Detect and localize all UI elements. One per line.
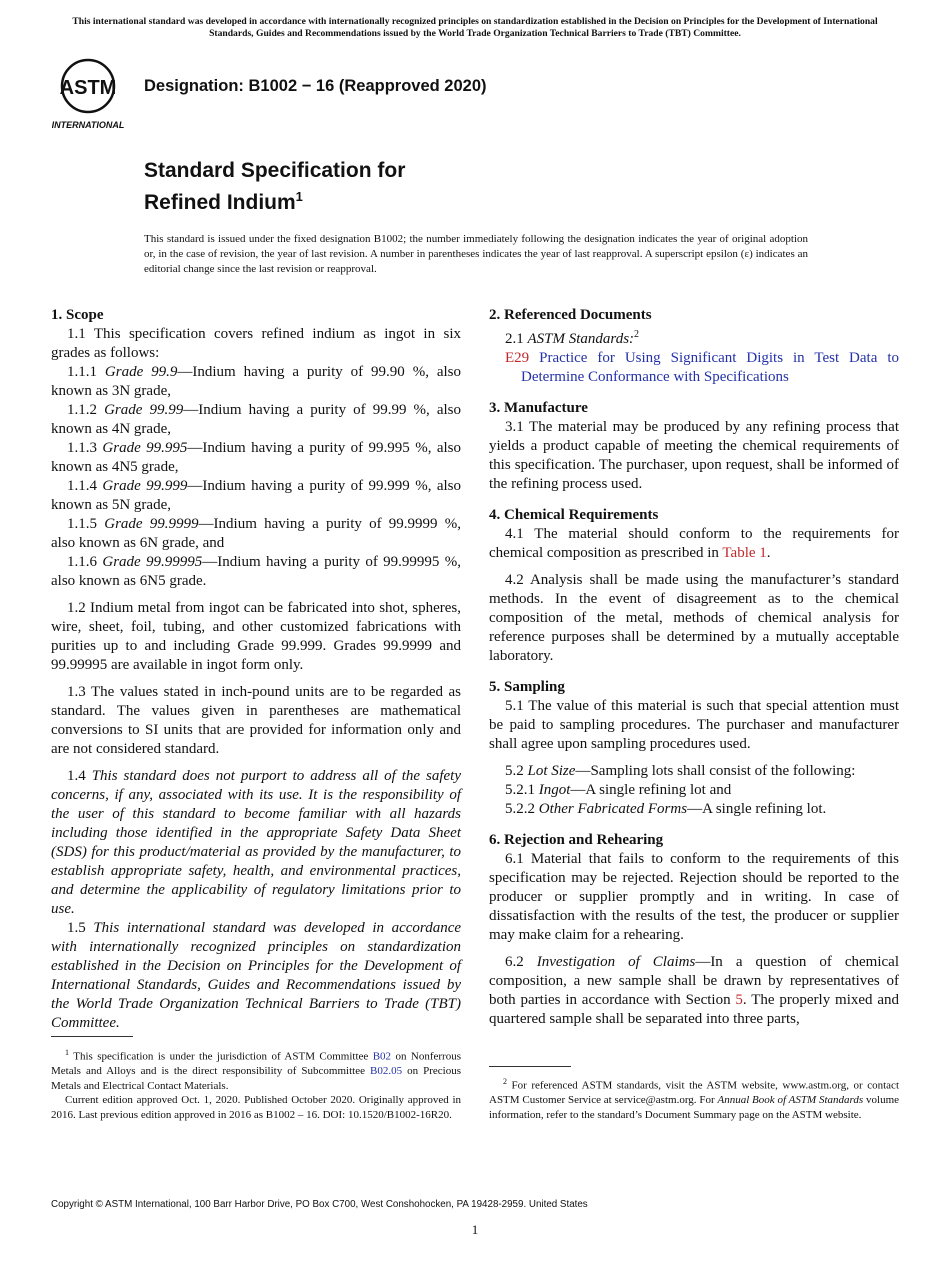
footnote-rule-right — [489, 1066, 571, 1067]
footnote-rule-left — [51, 1036, 133, 1037]
section-5-link[interactable]: 5 — [735, 992, 743, 1008]
para-6-1: 6.1 Material that fails to conform to the requirements of this specification may be rejected. Rejection should be reported to the producer or supplier promptly and in writing. In case of dissatisfaction with the results of the test, the producer or supplier may make claim for a rehearing. — [489, 851, 899, 943]
para-5-2-2: 5.2.2 Other Fabricated Forms—A single refining lot. — [505, 801, 827, 817]
rejection-heading: 6. Rejection and Rehearing — [489, 832, 664, 848]
table-1-link[interactable]: Table 1 — [722, 545, 767, 561]
grade-item: 1.1.6 Grade 99.99995—Indium having a purity of 99.99995 %, also known as 6N5 grade. — [51, 554, 462, 589]
sampling-heading: 5. Sampling — [489, 679, 565, 695]
para-6-2: 6.2 Investigation of Claims—In a question of chemical composition, a new sample shall be drawn by representatives of both parties in accordance with Section 5. The properly mixed and quartered sample shall be separated into three parts, — [489, 954, 900, 1027]
designation: Designation: B1002 − 16 (Reapproved 2020) — [144, 77, 487, 95]
manufacture-heading: 3. Manufacture — [489, 400, 588, 416]
title-line-1: Standard Specification for — [144, 159, 406, 182]
left-column — [51, 306, 461, 1033]
para-4-1: 4.1 The material should conform to the requirements for chemical composition as prescribed in Table 1. — [489, 526, 899, 561]
ref-e29-code[interactable]: E29 — [505, 350, 530, 366]
para-3-1: 3.1 The material may be produced by any refining process that yields a product capable of meeting the chemical requirements of this specification. The purchaser, upon request, shall be informed of the refining process used. — [489, 419, 899, 492]
b02-05-link[interactable]: B02.05 — [369, 1065, 403, 1078]
issuance-statement: This standard is issued under the fixed designation B1002; the number immediately following the designation indicates the year of original adoption or, in the case of revision, the year of last revision. A number in parentheses indicates the year of last reapproval. A superscript epsilon (ε) indicates an editorial change since the last revision or reapproval. — [144, 233, 808, 275]
grade-item: 1.1.4 Grade 99.999—Indium having a purity of 99.999 %, also known as 5N grade, — [51, 478, 462, 513]
para-2-1: 2.1 ASTM Standards:$^2$ — [505, 329, 640, 347]
right-column — [489, 306, 899, 1029]
para-5-2: 5.2 Lot Size—Sampling lots shall consist of the following: — [505, 763, 856, 779]
footnote-2: $^2$ For referenced ASTM standards, visit the ASTM website, www.astm.org, or contact ASTM Customer Service at service@astm.org. For Annual Book of ASTM Standards volume information, refer to the standard’s Document Summary page on the ASTM website. — [489, 1077, 900, 1121]
para-1-4: 1.4 This standard does not purport to address all of the safety concerns, if any, associated with its use. It is the responsibility of the user of this standard to become familiar with all hazards including those identified in the appropriate Safety Data Sheet (SDS) for this product/material as provided by the manufacturer, to establish appropriate safety, health, and environmental practices, and determine the applicability of regulatory limitations prior to use. — [51, 768, 462, 917]
chem-heading: 4. Chemical Requirements — [489, 507, 659, 523]
page-number: 1 — [471, 1222, 479, 1237]
ref-e29 — [489, 349, 899, 387]
para-1-2: 1.2 Indium metal from ingot can be fabricated into shot, spheres, wire, sheet, foil, tubing, and other customized fabrications with purities up to and including Grade 99.999. Grades 99.9999 and 99.99995 are available in ingot form only. — [51, 600, 461, 673]
scope-heading: 1. Scope — [51, 307, 104, 323]
top-notice: This international standard was developed in accordance with internationally recognized principles on standardization established in the Decision on Principles for the Development of International Standards, Guides and Recommendations issued by the World Trade Organization Technical Barriers to Trade (TBT) Committee. — [72, 16, 878, 39]
para-1-5: 1.5 This international standard was developed in accordance with internationally recognized principles on standardization established in the Decision on Principles for the Development of International Standards, Guides and Recommendations issued by the World Trade Organization Technical Barriers to Trade (TBT) Committee. — [51, 920, 462, 1031]
refdocs-heading: 2. Referenced Documents — [489, 307, 652, 323]
copyright: Copyright © ASTM International, 100 Barr Harbor Drive, PO Box C700, West Conshohocken, PA 19428-2959. United States — [51, 1199, 588, 1210]
para-1-3: 1.3 The values stated in inch-pound units are to be regarded as standard. The values given in parentheses are mathematical conversions to SI units that are provided for information only and are not considered standard. — [51, 684, 461, 757]
para-1-1: 1.1 This specification covers refined indium as ingot in six grades as follows: — [51, 326, 461, 361]
logo-text: ASTM — [59, 77, 117, 99]
footnote-1-edition: Current edition approved Oct. 1, 2020. Published October 2020. Originally approved in 2016. Last previous edition approved in 2016 as B1002 – 16. DOI: 10.1520/B1002-16R20. — [51, 1094, 461, 1121]
grade-item: 1.1.2 Grade 99.99—Indium having a purity of 99.99 %, also known as 4N grade, — [51, 402, 462, 437]
footnote-1: $^1$ This specification is under the jurisdiction of ASTM Committee B02 on Nonferrous Metals and Alloys and is the direct responsibility of Subcommittee B02.05 on Precious Metals and Electrical Contact Materials. Current edition approved Oct. 1, 2020. Published October 2020. Originally approved in 2016. Last previous edition approved in 2016 as B1002 – 16. DOI: 10.1520/B1002-16R20. — [51, 1048, 461, 1121]
astm-logo — [52, 58, 136, 132]
logo-subtext: INTERNATIONAL — [52, 120, 125, 130]
grade-item: 1.1.1 Grade 99.9—Indium having a purity of 99.90 %, also known as 3N grade, — [51, 364, 462, 399]
ref-e29-link[interactable]: Practice for Using Significant Digits in Test Data to Determine Conformance with Specifications — [521, 350, 899, 385]
grade-item: 1.1.3 Grade 99.995—Indium having a purity of 99.995 %, also known as 4N5 grade, — [51, 440, 462, 475]
title-line-2: Refined Indium — [144, 191, 296, 214]
page-title — [144, 158, 405, 216]
para-5-1: 5.1 The value of this material is such that special attention must be paid to sampling procedures. The purchaser and manufacturer shall agree upon sampling procedures used. — [489, 698, 899, 752]
grade-item: 1.1.5 Grade 99.9999—Indium having a purity of 99.9999 %, also known as 6N grade, and — [51, 516, 462, 551]
para-4-2: 4.2 Analysis shall be made using the manufacturer’s standard methods. In the event of disagreement as to the chemical composition of the metal, methods of chemical analysis for reference purposes shall be determined by a mutually acceptable laboratory. — [489, 572, 899, 664]
title-footnote-mark: 1 — [295, 189, 303, 204]
b02-link[interactable]: B02 — [372, 1050, 392, 1063]
para-5-2-1: 5.2.1 Ingot—A single refining lot and — [505, 782, 732, 798]
